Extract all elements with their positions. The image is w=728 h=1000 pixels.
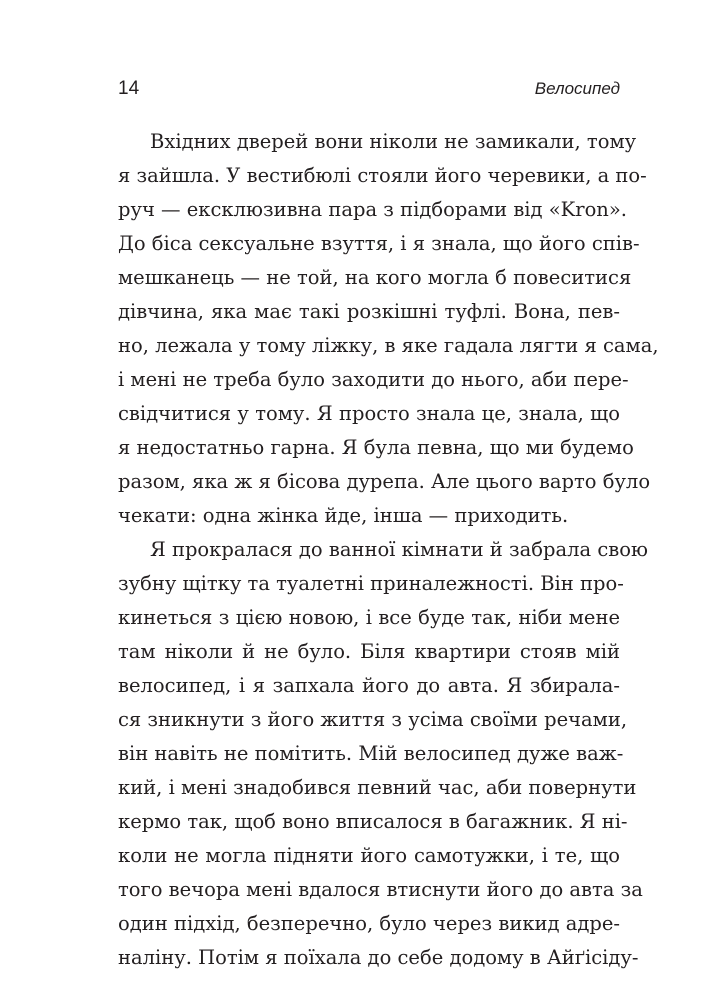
page-number: 14 [118,78,140,99]
text-line: разом, яка ж я бісова дурепа. Але цього варто було [118,470,651,493]
paragraph-2 [118,533,648,975]
text-line: коли не могла підняти його самотужки, і те, що [118,844,620,867]
text-line: кинеться з цією новою, і все буде так, ніби мене [118,606,620,629]
text-line: свідчитися у тому. Я просто знала це, знала, що [118,402,620,425]
text-line: кермо так, щоб воно вписалося в багажник. Я ні- [118,810,628,833]
text-line: наліну. Потім я поїхала до себе додому в Айґісіду- [118,946,639,969]
text-line: ся зникнути з його життя з усіма своїми речами, [118,708,628,731]
running-title: Велосипед [534,79,620,98]
text-line: дівчина, яка має такі розкішні туфлі. Вона, пев- [118,300,620,323]
text-line: там ніколи й не було. Біля квартири стояв мій [118,640,620,663]
text-line: мешканець — не той, на кого могла б повеситися [118,266,632,289]
text-line: До біса сексуальне взуття, і я знала, що його спів- [118,232,640,255]
text-line: Вхідних дверей вони ніколи не замикали, тому [150,130,637,153]
text-line: і мені не треба було заходити до нього, аби пере- [118,368,629,391]
text-line: я недостатньо гарна. Я була певна, що ми будемо [118,436,634,459]
text-line: зубну щітку та туалетні приналежності. Він про- [118,572,624,595]
text-line: велосипед, і я запхала його до авта. Я збирала- [118,674,620,697]
text-line: Я прокралася до ванної кімнати й забрала свою [150,538,648,561]
text-line: кий, і мені знадобився певний час, аби повернути [118,776,637,799]
text-line: руч — ексклюзивна пара з підборами від «Kron». [118,198,627,221]
text-line: він навіть не помітить. Мій велосипед дуже важ- [118,742,624,765]
body-text [118,125,659,975]
text-line: но, лежала у тому ліжку, в яке гадала лягти я сама, [118,334,659,357]
paragraph-1 [118,125,659,533]
text-line: один підхід, безперечно, було через викид адре- [118,912,620,935]
text-line: я зайшла. У вестибюлі стояли його черевики, а по- [118,164,647,187]
text-line: чекати: одна жінка йде, інша — приходить. [118,504,569,527]
page-header [118,74,620,104]
text-line: того вечора мені вдалося втиснути його до авта за [118,878,643,901]
